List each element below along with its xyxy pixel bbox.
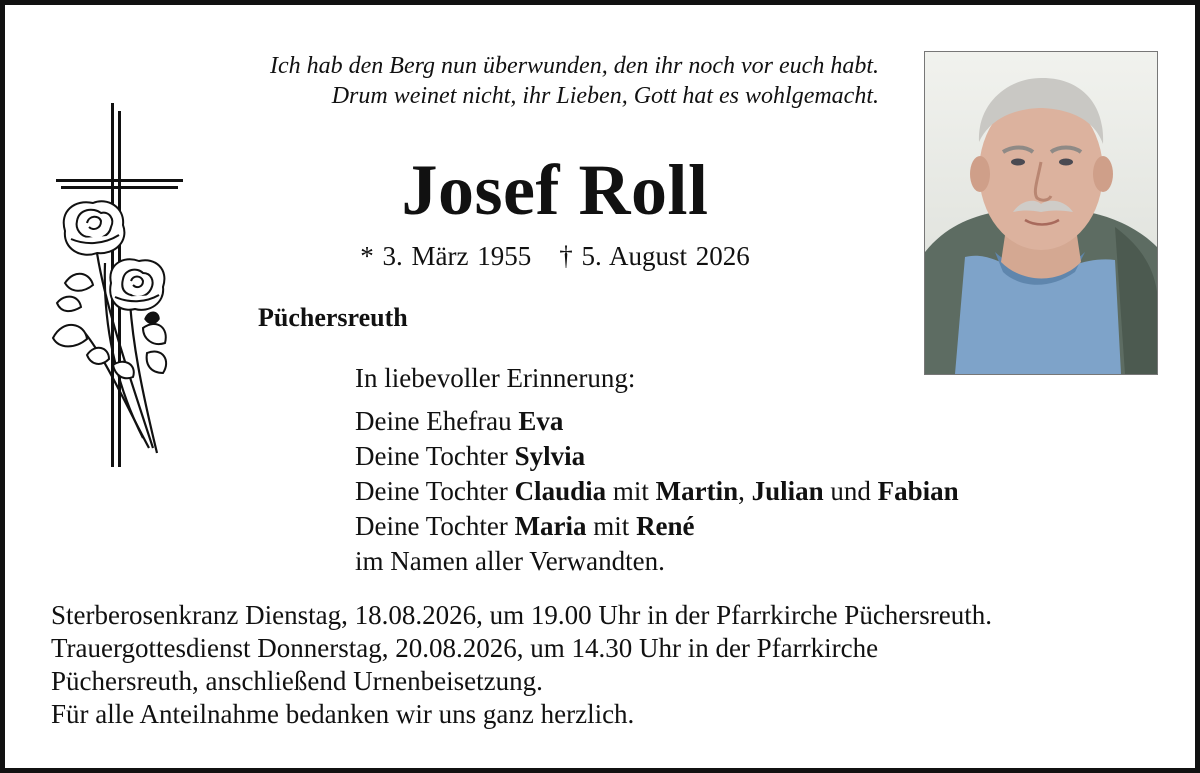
relative-name: René [636, 511, 695, 541]
relative-name: Maria [514, 511, 587, 541]
family-row [355, 474, 959, 509]
hometown: Püchersreuth [258, 303, 408, 332]
relative-name: Martin [655, 476, 739, 506]
connector-text: mit [586, 511, 637, 541]
family-closing: im Namen aller Verwandten. [355, 546, 665, 576]
footer-line-1: Sterberosenkranz Dienstag, 18.08.2026, um 19.00 Uhr in der Pfarrkirche Püchersreuth. [51, 600, 993, 630]
relative-name: Eva [518, 406, 564, 436]
cross-with-roses-icon [45, 103, 195, 478]
relative-name: Claudia [514, 476, 607, 506]
service-info [51, 599, 1171, 731]
family-row [355, 509, 959, 544]
deceased-name: Josef Roll [401, 150, 709, 230]
death-date: † 5. August 2026 [559, 241, 750, 271]
portrait-photo [924, 51, 1158, 375]
footer-line-2: Trauergottesdienst Donnerstag, 20.08.2026, um 14.30 Uhr in der Pfarrkirche [51, 633, 879, 663]
poem [119, 51, 879, 111]
family-row [355, 439, 959, 474]
connector-text: und [823, 476, 878, 506]
relative-name: Sylvia [514, 441, 586, 471]
footer-line-3: Püchersreuth, anschließend Urnenbeisetzung. [51, 666, 543, 696]
connector-text: mit [606, 476, 656, 506]
connector-text: , [738, 476, 752, 506]
poem-line-2: Drum weinet nicht, ihr Lieben, Gott hat es wohlgemacht. [331, 83, 879, 109]
footer-line-4: Für alle Anteilnahme bedanken wir uns ganz herzlich. [51, 699, 635, 729]
life-dates [325, 239, 785, 273]
relation-label: Deine Ehefrau [355, 406, 519, 436]
relative-name: Julian [751, 476, 824, 506]
family-section [355, 361, 959, 579]
relative-name: Fabian [877, 476, 959, 506]
remembrance-intro: In liebevoller Erinnerung: [355, 363, 636, 393]
family-row [355, 404, 959, 439]
relation-label: Deine Tochter [355, 441, 515, 471]
relation-label: Deine Tochter [355, 476, 515, 506]
birth-date: * 3. März 1955 [360, 241, 532, 271]
poem-line-1: Ich hab den Berg nun überwunden, den ihr noch vor euch habt. [270, 53, 879, 79]
relation-label: Deine Tochter [355, 511, 515, 541]
